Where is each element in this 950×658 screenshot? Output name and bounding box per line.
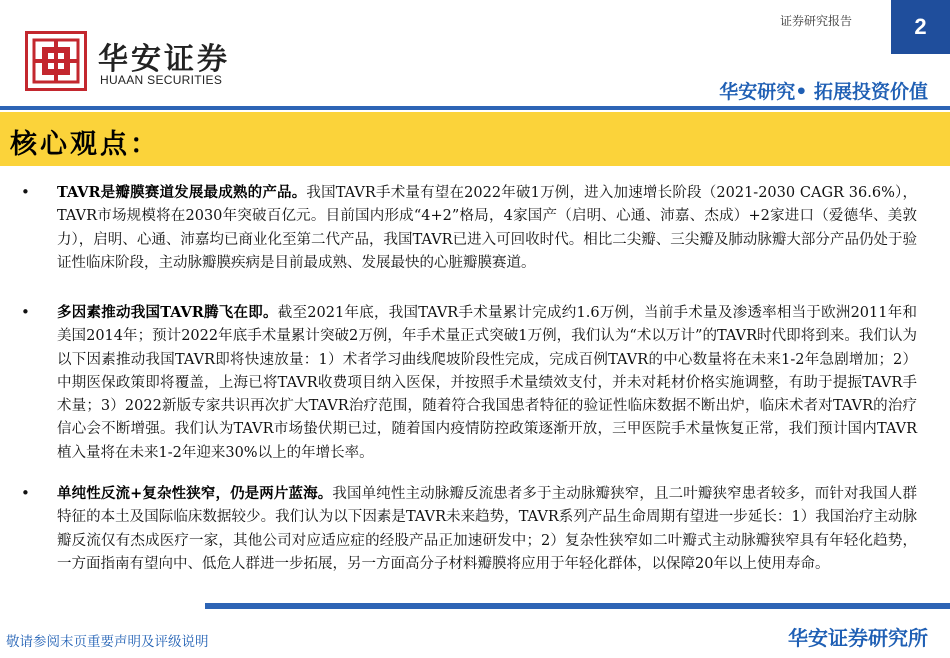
footer-brand: 华安证券研究所 [788,626,928,650]
logo-name-cn: 华安证券 [98,42,230,77]
bullet-body: 我国单纯性主动脉瓣反流患者多于主动脉瓣狭窄，且二叶瓣狭窄患者较多，而针对我国人群特征的本土及国际临床数据较少。我们认为以下因素是TAVR未来趋势，TAVR系列产品生命周期有望进一步延长：1）我国治疗主动脉瓣反流仅有杰成医疗一家，其他公司对应适应症的经股产品正加速研发中；2）复杂性狭窄如二叶瓣式主动脉瓣狭窄具有年轻化趋势，一方面指南有望向中、低危人群进一步拓展，另一方面高分子材料瓣膜将应用于年轻化群体，以保障20年以上使用寿命。 [57,486,917,572]
footer-divider [205,603,950,609]
bullet-lead: 多因素推动我国TAVR腾飞在即。 [57,304,278,321]
header-divider [0,106,950,110]
bullet-body: 我国TAVR手术量有望在2022年破1万例，进入加速增长阶段（2021-2030 CAGR 36.6%），TAVR市场规模将在2030年突破百亿元。目前国内形成“4+2”格局，4家国产（启明、心通、沛嘉、杰成）+2家进口（爱德华、美敦力），启明、心通、沛嘉均已商业化至第二代产品，我国TAVR已进入可回收时代。相比二尖瓣、三尖瓣及肺动脉瓣大部分产品仍处于验证性临床阶段，主动脉瓣膜疾病是目前最成熟、发展最快的心脏瓣膜赛道。 [57,185,917,271]
bullet-body: 截至2021年底，我国TAVR手术量累计完成约1.6万例，当前手术量及渗透率相当于欧洲2011年和美国2014年；预计2022年底手术量累计突破2万例，年手术量正式突破1万例，我们认为“术以万计”的TAVR时代即将到来。我们认为以下因素推动我国TAVR即将快速放量：1）术者学习曲线爬坡阶段性完成，完成百例TAVR的中心数量将在未来1-2年急剧增加；2）中期医保政策即将覆盖，上海已将TAVR收费项目纳入医保，并按照手术量绩效支付，并未对耗材价格实施调整，有助于提振TAVR手术量；3）2022新版专家共识再次扩大TAVR治疗范围，随着符合我国患者特征的验证性临床数据不断出炉，临床术者对TAVR的治疗信心会不断增强。我们认为TAVR市场蛰伏期已过，随着国内疫情防控政策逐渐开放，三甲医院手术量恢复正常，我们预计国内TAVR植入量将在未来1-2年迎来30%以上的年增长率。 [57,305,917,461]
report-type-label: 证券研究报告 [780,14,853,28]
bullet-icon: • [21,484,30,502]
disclaimer-link[interactable]: 敬请参阅末页重要声明及评级说明 [6,634,209,650]
page-number: 2 [891,0,950,54]
logo-emblem-icon [28,34,84,88]
bullet-lead: 单纯性反流+复杂性狭窄，仍是两片蓝海。 [57,485,333,502]
bullet-paragraph [57,301,917,465]
header-slogan: 华安研究• 拓展投资价值 [719,81,928,103]
bullet-paragraph [57,482,917,576]
page-title: 核心观点： [10,129,160,160]
company-logo [25,31,87,91]
bullet-paragraph [57,181,917,275]
bullet-icon: • [21,303,30,321]
logo-name-en: HUAAN SECURITIES [100,73,223,87]
bullet-lead: TAVR是瓣膜赛道发展最成熟的产品。 [57,184,307,201]
bullet-icon: • [21,183,30,201]
